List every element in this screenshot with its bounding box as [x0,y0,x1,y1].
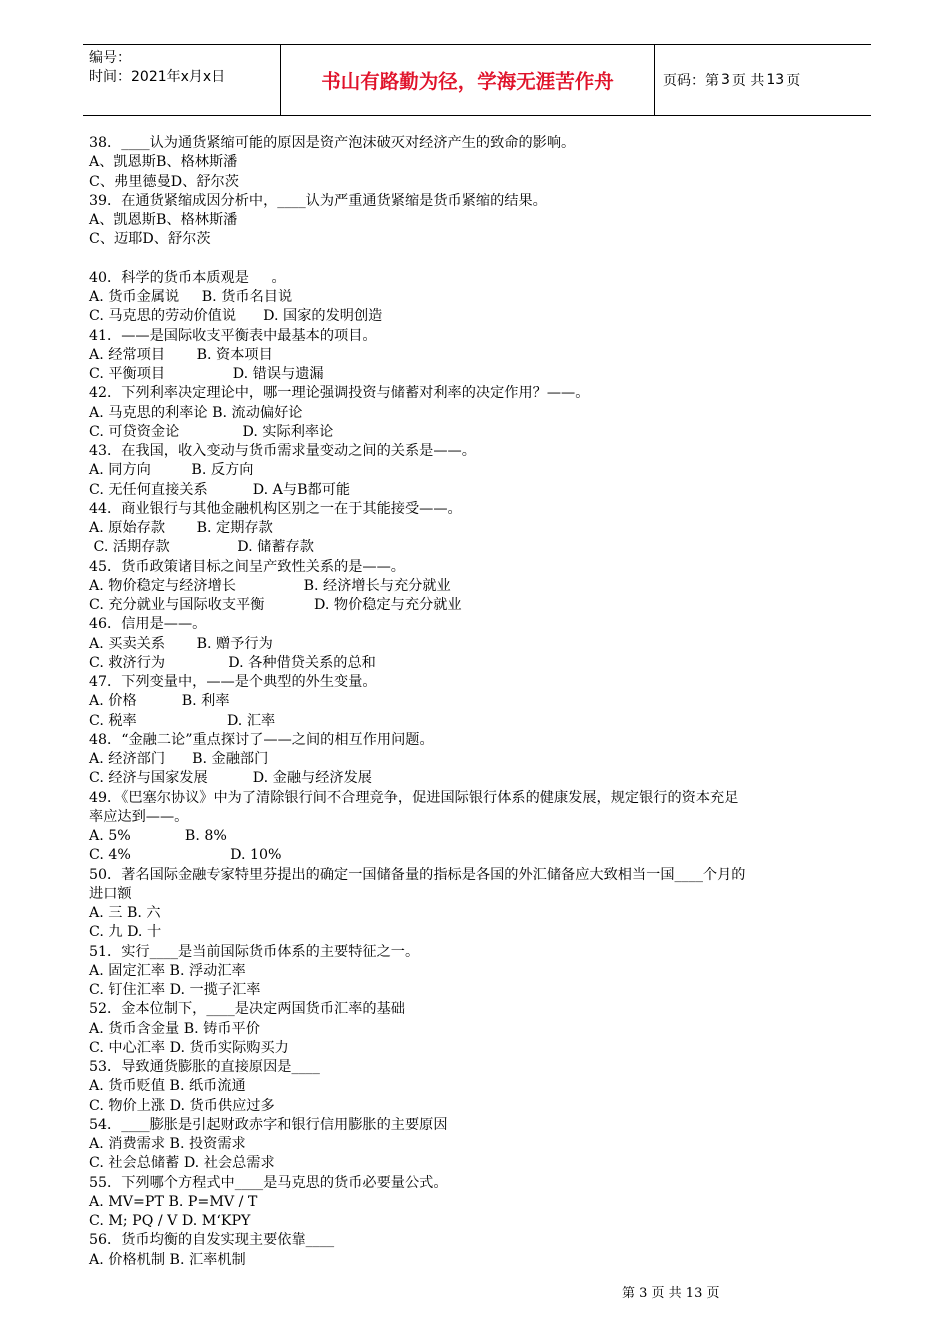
text-line: A. 经济部门 B. 金融部门 [89,751,269,767]
code-label: 编号： [89,50,131,66]
text-line: A. 同方向 B. 反方向 [89,462,254,479]
text-line: A. 价格机制 B. 汇率机制 [89,1251,246,1268]
text-line: C. 充分就业与国际收支平衡 D. 物价稳定与充分就业 [89,597,462,613]
text-line: C. 平衡项目 D. 错误与遗漏 [89,366,324,382]
text-line: 38．____认为通货紧缩可能的原因是资产泡沫破灭对经济产生的致命的影响。 [89,135,576,151]
text-line: C. 无任何直接关系 D. A与B都可能 [89,481,351,498]
text-line: C. 社会总储蓄 D. 社会总需求 [89,1155,275,1172]
text-line: C. 活期存款 D. 储蓄存款 [89,539,314,556]
page-footer: 第 3 页 共 13 页 [622,1286,720,1301]
text-line: 49．《巴塞尔协议》中为了清除银行间不合理竞争，促进国际银行体系的健康发展，规定银行的资本充足 [89,789,739,806]
header-motto: 书山有路勤为径，学海无涯苦作舟 [281,45,655,115]
text-line: 48．“金融二论”重点探讨了——之间的相互作用问题。 [89,731,434,748]
text-line: A. 货币金属说 B. 货币名目说 [89,289,293,305]
text-line: A、凯恩斯B、格林斯潘 [89,212,238,228]
text-line: A. 消费需求 B. 投资需求 [89,1136,246,1152]
text-line: C、迈耶D、舒尔茨 [89,231,211,248]
text-line: C. 税率 D. 汇率 [89,712,276,729]
text-line: C. M; PQ / V D. M‘KPY [89,1213,251,1229]
page-mid-label: 页 共 [731,73,765,89]
page-label: 页码：第 [663,73,719,89]
text-line: C. 物价上涨 D. 货币供应过多 [89,1097,275,1114]
text-line: 54．____膨胀是引起财政赤字和银行信用膨胀的主要原因 [89,1116,448,1133]
text-line: A. 买卖关系 B. 赠予行为 [89,635,273,652]
text-line: 44．商业银行与其他金融机构区别之一在于其能接受——。 [89,500,462,517]
text-line: A. 固定汇率 B. 浮动汇率 [89,962,246,979]
text-line: 43．在我国，收入变动与货币需求量变动之间的关系是——。 [89,443,476,459]
text-line: C、弗里德曼D、舒尔茨 [89,173,239,190]
text-line: C. 马克思的劳动价值说 D. 国家的发明创造 [89,308,383,325]
text-line: 51．实行____是当前国际货币体系的主要特征之一。 [89,943,420,960]
text-line: A. 物价稳定与经济增长 B. 经济增长与充分就业 [89,577,451,594]
text-line: 55．下列哪个方程式中____是马克思的货币必要量公式。 [89,1174,448,1191]
text-line: 进口额 [89,885,132,902]
text-line: C. 钉住汇率 D. 一揽子汇率 [89,982,261,998]
text-line: 40．科学的货币本质观是 。 [89,269,286,286]
text-line: 53．导致通货膨胀的直接原因是____ [89,1059,320,1075]
text-line: 39．在通货紧缩成因分析中，____认为严重通货紧缩是货币紧缩的结果。 [89,192,547,209]
text-line: A. 经常项目 B. 资本项目 [89,346,273,363]
time-label: 时间：2021年x月x日 [89,69,226,85]
text-line: 率应达到——。 [89,808,189,825]
header-page-info [655,45,871,115]
page-number: 3 [721,72,730,88]
text-line: A. 原始存款 B. 定期存款 [89,520,273,536]
text-line: 45．货币政策诸目标之间呈产致性关系的是——。 [89,558,405,575]
text-line: C. 经济与国家发展 D. 金融与经济发展 [89,770,372,787]
text-line: A. MV=PT B. P=MV / T [89,1193,258,1210]
text-line: A. 货币贬值 B. 纸币流通 [89,1078,246,1095]
text-line: 52．金本位制下，____是决定两国货币汇率的基础 [89,1001,405,1018]
page-end-label: 页 [786,73,801,89]
text-line: A. 马克思的利率论 B. 流动偏好论 [89,404,303,421]
text-line: C. 九 D. 十 [89,924,162,941]
page-header [83,44,871,116]
blank-line [89,250,874,269]
question-list [89,134,874,1270]
text-line: A. 价格 B. 利率 [89,693,230,710]
text-line: 42．下列利率决定理论中，哪一理论强调投资与储蓄对利率的决定作用？——。 [89,385,590,402]
text-line: A. 货币含金量 B. 铸币平价 [89,1020,260,1037]
text-line: C. 中心汇率 D. 货币实际购买力 [89,1039,289,1056]
page-total: 13 [766,72,785,88]
text-line: 47．下列变量中，——是个典型的外生变量。 [89,674,377,690]
text-line: 41．——是国际收支平衡表中最基本的项目。 [89,327,377,344]
text-line: C. 可贷资金论 D. 实际利率论 [89,423,334,440]
text-line: C. 救济行为 D. 各种借贷关系的总和 [89,654,376,671]
text-line: A. 三 B. 六 [89,905,161,921]
text-line: 50．著名国际金融专家特里芬提出的确定一国储备量的指标是各国的外汇储备应大致相当一国____个月的 [89,866,746,883]
text-line: 46．信用是——。 [89,616,207,633]
text-line: 56．货币均衡的自发实现主要依靠____ [89,1232,335,1249]
text-line: A. 5% B. 8% [89,828,227,844]
text-line: C. 4% D. 10% [89,847,282,864]
header-meta [83,45,281,115]
text-line: A、凯恩斯B、格林斯潘 [89,154,238,171]
